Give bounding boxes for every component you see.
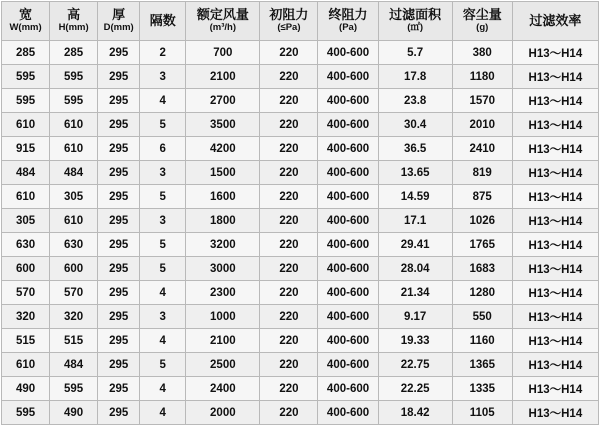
table-cell: 5 [140,257,186,281]
table-cell: 630 [50,233,98,257]
column-header-filter-area [378,2,452,41]
table-cell: 30.4 [378,113,452,137]
table-cell: 36.5 [378,137,452,161]
table-cell: 220 [260,65,318,89]
table-cell: 305 [2,209,50,233]
table-body [2,41,599,425]
table-cell: 1280 [452,281,512,305]
table-cell: 595 [50,65,98,89]
column-header-width-label: 宽 [19,6,33,22]
table-cell: 17.8 [378,65,452,89]
table-cell: 220 [260,209,318,233]
table-cell: 22.75 [378,353,452,377]
table-cell: 400-600 [318,41,378,65]
table-cell: 295 [98,41,140,65]
table-cell: 595 [2,65,50,89]
table-cell: 220 [260,257,318,281]
table-row [2,161,599,185]
table-cell: H13～H14 [512,161,598,185]
column-header-filter-efficiency [512,2,598,41]
column-header-initial-resistance [260,2,318,41]
table-cell: 610 [2,113,50,137]
table-cell: H13～H14 [512,185,598,209]
column-header-width [2,2,50,41]
table-cell: 515 [50,329,98,353]
table-cell: 4 [140,401,186,425]
table-cell: 2410 [452,137,512,161]
table-header [2,2,599,41]
table-cell: H13～H14 [512,233,598,257]
table-cell: 2300 [186,281,260,305]
table-cell: 3500 [186,113,260,137]
table-cell: 5.7 [378,41,452,65]
table-cell: 400-600 [318,65,378,89]
table-cell: 819 [452,161,512,185]
table-cell: 23.8 [378,89,452,113]
column-header-rated-airflow [186,2,260,41]
table-row [2,305,599,329]
column-header-dust-capacity [452,2,512,41]
table-cell: 400-600 [318,353,378,377]
table-cell: 1160 [452,329,512,353]
table-cell: 915 [2,137,50,161]
table-cell: 295 [98,209,140,233]
table-cell: 220 [260,233,318,257]
table-cell: 1600 [186,185,260,209]
column-header-final-resistance [318,2,378,41]
table-cell: 4 [140,281,186,305]
column-header-initial-resistance-label: 初阻力 [269,6,309,22]
table-cell: 5 [140,353,186,377]
table-cell: 610 [50,209,98,233]
table-cell: 2010 [452,113,512,137]
table-cell: 380 [452,41,512,65]
table-cell: 285 [2,41,50,65]
table-cell: 28.04 [378,257,452,281]
table-cell: 400-600 [318,209,378,233]
table-row [2,41,599,65]
filter-spec-table [1,1,599,425]
table-cell: 4 [140,329,186,353]
column-header-height-label: 高 [67,6,81,22]
table-cell: 295 [98,377,140,401]
table-row [2,89,599,113]
table-cell: 22.25 [378,377,452,401]
table-cell: 3 [140,65,186,89]
table-cell: 875 [452,185,512,209]
table-cell: 295 [98,233,140,257]
table-row [2,401,599,425]
table-cell: 595 [50,377,98,401]
table-cell: 400-600 [318,305,378,329]
table-cell: 5 [140,233,186,257]
table-cell: 14.59 [378,185,452,209]
table-cell: 13.65 [378,161,452,185]
table-cell: 595 [2,401,50,425]
table-cell: 18.42 [378,401,452,425]
table-cell: 3 [140,161,186,185]
table-cell: H13～H14 [512,137,598,161]
table-cell: 570 [50,281,98,305]
column-header-depth-unit: D(mm) [103,22,134,34]
table-cell: 220 [260,401,318,425]
table-cell: 1335 [452,377,512,401]
table-cell: 610 [50,137,98,161]
table-cell: 220 [260,89,318,113]
table-cell: H13～H14 [512,377,598,401]
table-cell: 4200 [186,137,260,161]
table-cell: H13～H14 [512,89,598,113]
table-cell: 610 [2,185,50,209]
table-cell: 305 [50,185,98,209]
table-row [2,185,599,209]
table-row [2,65,599,89]
table-row [2,113,599,137]
table-cell: 320 [50,305,98,329]
table-cell: 19.33 [378,329,452,353]
table-cell: 2700 [186,89,260,113]
table-cell: H13～H14 [512,209,598,233]
column-header-final-resistance-label: 终阻力 [328,6,368,22]
table-cell: 295 [98,65,140,89]
table-cell: 285 [50,41,98,65]
table-cell: 5 [140,113,186,137]
table-cell: 400-600 [318,233,378,257]
table-cell: 220 [260,161,318,185]
table-cell: 21.34 [378,281,452,305]
table-cell: 295 [98,137,140,161]
table-cell: 295 [98,89,140,113]
table-header-row [2,2,599,41]
table-cell: 3200 [186,233,260,257]
column-header-height [50,2,98,41]
table-cell: 490 [50,401,98,425]
table-cell: H13～H14 [512,353,598,377]
table-row [2,329,599,353]
table-cell: 1765 [452,233,512,257]
table-cell: 295 [98,113,140,137]
table-cell: 17.1 [378,209,452,233]
table-cell: 220 [260,137,318,161]
table-cell: 515 [2,329,50,353]
table-cell: 595 [50,89,98,113]
table-row [2,377,599,401]
column-header-dust-capacity-label: 容尘量 [462,6,502,22]
table-cell: 2400 [186,377,260,401]
column-header-filter-efficiency-label: 过滤效率 [529,12,582,28]
table-cell: 220 [260,113,318,137]
table-cell: 4 [140,89,186,113]
column-header-filter-area-unit: (㎡) [407,22,424,34]
table-row [2,137,599,161]
table-cell: 9.17 [378,305,452,329]
table-cell: H13～H14 [512,281,598,305]
table-row [2,281,599,305]
column-header-dust-capacity-unit: (g) [476,22,489,34]
table-cell: 2100 [186,65,260,89]
table-row [2,233,599,257]
table-cell: 1570 [452,89,512,113]
table-cell: 220 [260,41,318,65]
column-header-depth-label: 厚 [112,6,126,22]
table-cell: 6 [140,137,186,161]
table-cell: 220 [260,305,318,329]
table-row [2,209,599,233]
table-cell: 484 [50,161,98,185]
table-row [2,353,599,377]
table-cell: 600 [2,257,50,281]
table-cell: 550 [452,305,512,329]
column-header-initial-resistance-unit: (≤Pa) [277,22,301,34]
table-cell: 220 [260,329,318,353]
column-header-width-unit: W(mm) [9,22,42,34]
column-header-depth [98,2,140,41]
table-cell: 400-600 [318,377,378,401]
table-cell: 400-600 [318,401,378,425]
table-cell: 320 [2,305,50,329]
table-cell: 295 [98,353,140,377]
table-cell: 2000 [186,401,260,425]
table-cell: 3000 [186,257,260,281]
table-cell: 400-600 [318,329,378,353]
table-cell: 220 [260,281,318,305]
table-cell: 600 [50,257,98,281]
table-cell: H13～H14 [512,305,598,329]
table-cell: 595 [2,89,50,113]
column-header-partitions-label: 隔数 [149,12,176,28]
table-cell: 1180 [452,65,512,89]
table-cell: 295 [98,329,140,353]
table-cell: 1683 [452,257,512,281]
column-header-rated-airflow-label: 额定风量 [196,6,249,22]
table-cell: 700 [186,41,260,65]
table-cell: 2 [140,41,186,65]
table-cell: 2500 [186,353,260,377]
column-header-rated-airflow-unit: (m³/h) [209,22,237,34]
table-cell: 1365 [452,353,512,377]
table-cell: 220 [260,377,318,401]
table-cell: 3 [140,305,186,329]
table-cell: 400-600 [318,161,378,185]
table-cell: 570 [2,281,50,305]
table-cell: 295 [98,401,140,425]
table-cell: H13～H14 [512,329,598,353]
table-cell: 400-600 [318,185,378,209]
table-cell: 29.41 [378,233,452,257]
table-row [2,257,599,281]
table-cell: 295 [98,281,140,305]
table-cell: 5 [140,185,186,209]
table-cell: 295 [98,185,140,209]
column-header-partitions [140,2,186,41]
table-cell: H13～H14 [512,113,598,137]
table-cell: 400-600 [318,113,378,137]
table-cell: 484 [2,161,50,185]
column-header-height-unit: H(mm) [58,22,89,34]
table-cell: 220 [260,185,318,209]
table-cell: 400-600 [318,89,378,113]
table-cell: H13～H14 [512,401,598,425]
table-cell: 1105 [452,401,512,425]
table-cell: 3 [140,209,186,233]
table-cell: 490 [2,377,50,401]
table-cell: 295 [98,257,140,281]
table-cell: 1500 [186,161,260,185]
table-cell: 4 [140,377,186,401]
table-cell: 295 [98,161,140,185]
table-cell: 400-600 [318,257,378,281]
table-cell: 610 [50,113,98,137]
table-cell: 2100 [186,329,260,353]
column-header-filter-area-label: 过滤面积 [389,6,442,22]
table-cell: 400-600 [318,137,378,161]
table-cell: H13～H14 [512,41,598,65]
table-cell: H13～H14 [512,257,598,281]
table-cell: 295 [98,305,140,329]
table-cell: 1026 [452,209,512,233]
table-cell: 1000 [186,305,260,329]
table-cell: 220 [260,353,318,377]
column-header-final-resistance-unit: (Pa) [339,22,357,34]
table-cell: 484 [50,353,98,377]
table-cell: 1800 [186,209,260,233]
table-cell: 610 [2,353,50,377]
table-cell: H13～H14 [512,65,598,89]
table-cell: 400-600 [318,281,378,305]
table-cell: 630 [2,233,50,257]
